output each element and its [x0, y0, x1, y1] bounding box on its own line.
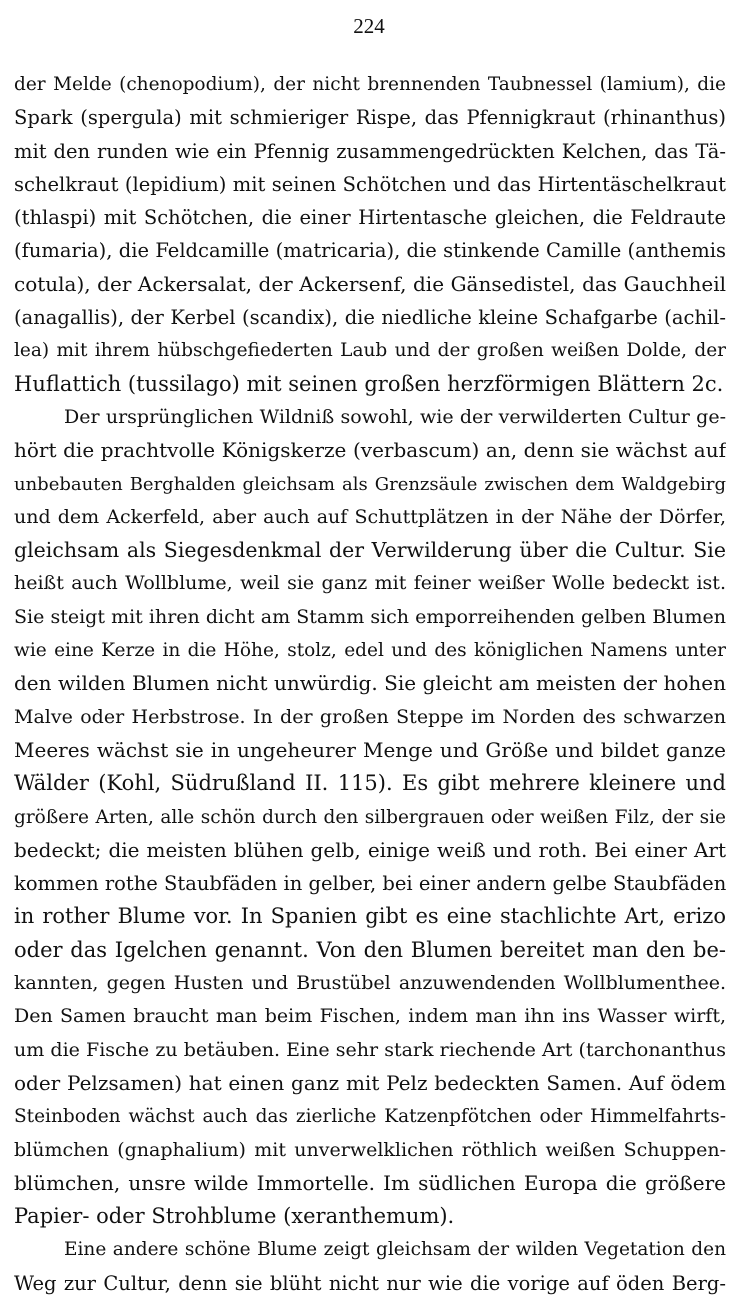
text-line: Meeres wächst sie in ungeheurer Menge und Größe und bildet ganze [14, 737, 726, 762]
text-line: (fumaria), die Feldcamille (matricaria), die stinkende Camille (anthemis [14, 239, 726, 263]
text-line: in rother Blume vor. In Spanien gibt es eine stachlichte Art, erizo [14, 904, 726, 929]
text-line: gleichsam als Siegesdenkmal der Verwilderung über die Cultur. Sie [14, 538, 726, 563]
text-line: kommen rothe Staubfäden in gelber, bei einer andern gelbe Staubfäden [14, 872, 726, 896]
text-line: lea) mit ihrem hübschgefiederten Laub und der großen weißen Dolde, der [14, 340, 726, 362]
text-line: um die Fische zu betäuben. Eine sehr stark riechende Art (tarchonanthus [14, 1038, 726, 1061]
text-line: Weg zur Cultur, denn sie blüht nicht nur wie die vorige auf öden Berg- [14, 1271, 726, 1295]
text-line: oder das Igelchen genannt. Von den Blumen bereitet man den be- [14, 937, 726, 962]
text-line: Der ursprünglichen Wildniß sowohl, wie der verwilderten Cultur ge- [64, 405, 726, 428]
text-line: Huflattich (tussilago) mit seinen großen herzförmigen Blättern 2c. [14, 371, 724, 396]
text-line: Papier- oder Strohblume (xeranthemum). [14, 1204, 455, 1229]
text-line: heißt auch Wollblume, weil sie ganz mit feiner weißer Wolle bedeckt ist. [14, 572, 726, 595]
text-line: schelkraut (lepidium) mit seinen Schötchen und das Hirtentäschelkraut [14, 172, 726, 196]
text-line: der Melde (chenopodium), der nicht brennenden Taubnessel (lamium), die [14, 74, 726, 95]
text-line: größere Arten, alle schön durch den silbergrauen oder weißen Filz, der sie [14, 806, 726, 828]
body-text [14, 68, 726, 1300]
text-line: Steinboden wächst auch das zierliche Katzenpfötchen oder Himmelfahrts- [14, 1106, 726, 1128]
text-line: Den Samen braucht man beim Fischen, indem man ihn ins Wasser wirft, [14, 1005, 726, 1028]
text-line: blümchen (gnaphalium) mit unverwelklichen röthlich weißen Schuppen- [14, 1138, 726, 1161]
text-line: hört die prachtvolle Königskerze (verbascum) an, denn sie wächst auf [14, 438, 726, 463]
text-line: Wälder (Kohl, Südrußland II. 115). Es gibt mehrere kleinere und [14, 771, 726, 796]
text-line: Spark (spergula) mit schmieriger Rispe, das Pfennigkraut (rhinanthus) [14, 106, 726, 130]
text-line: unbebauten Berghalden gleichsam als Grenzsäule zwischen dem Waldgebirg [14, 473, 726, 495]
text-line: blümchen, unsre wilde Immortelle. Im südlichen Europa die größere [14, 1170, 726, 1195]
text-line: mit den runden wie ein Pfennig zusammengedrückten Kelchen, das Tä- [14, 139, 726, 163]
text-line: (thlaspi) mit Schötchen, die einer Hirtentasche gleichen, die Feldraute [14, 206, 726, 230]
text-line: cotula), der Ackersalat, der Ackersenf, die Gänsedistel, das Gauchheil [14, 271, 726, 296]
text-line: (anagallis), der Kerbel (scandix), die niedliche kleine Schafgarbe (achil- [14, 306, 726, 330]
text-line: wie eine Kerze in die Höhe, stolz, edel und des königlichen Namens unter [14, 640, 726, 662]
page-number: 224 [353, 14, 385, 38]
text-line: kannten, gegen Husten und Brustübel anzuwendenden Wollblumenthee. [14, 972, 726, 995]
text-line: Malve oder Herbstrose. In der großen Steppe im Norden des schwarzen [14, 705, 726, 728]
text-line: und dem Ackerfeld, aber auch auf Schuttplätzen in der Nähe der Dörfer, [14, 505, 726, 528]
text-line: den wilden Blumen nicht unwürdig. Sie gleicht am meisten der hohen [14, 671, 726, 696]
text-line: Eine andere schöne Blume zeigt gleichsam der wilden Vegetation den [64, 1239, 726, 1261]
text-line: bedeckt; die meisten blühen gelb, einige weiß und roth. Bei einer Art [14, 837, 726, 862]
text-line: oder Pelzsamen) hat einen ganz mit Pelz bedeckten Samen. Auf ödem [14, 1070, 726, 1095]
text-line: Sie steigt mit ihren dicht am Stamm sich emporreihenden gelben Blumen [14, 605, 726, 628]
